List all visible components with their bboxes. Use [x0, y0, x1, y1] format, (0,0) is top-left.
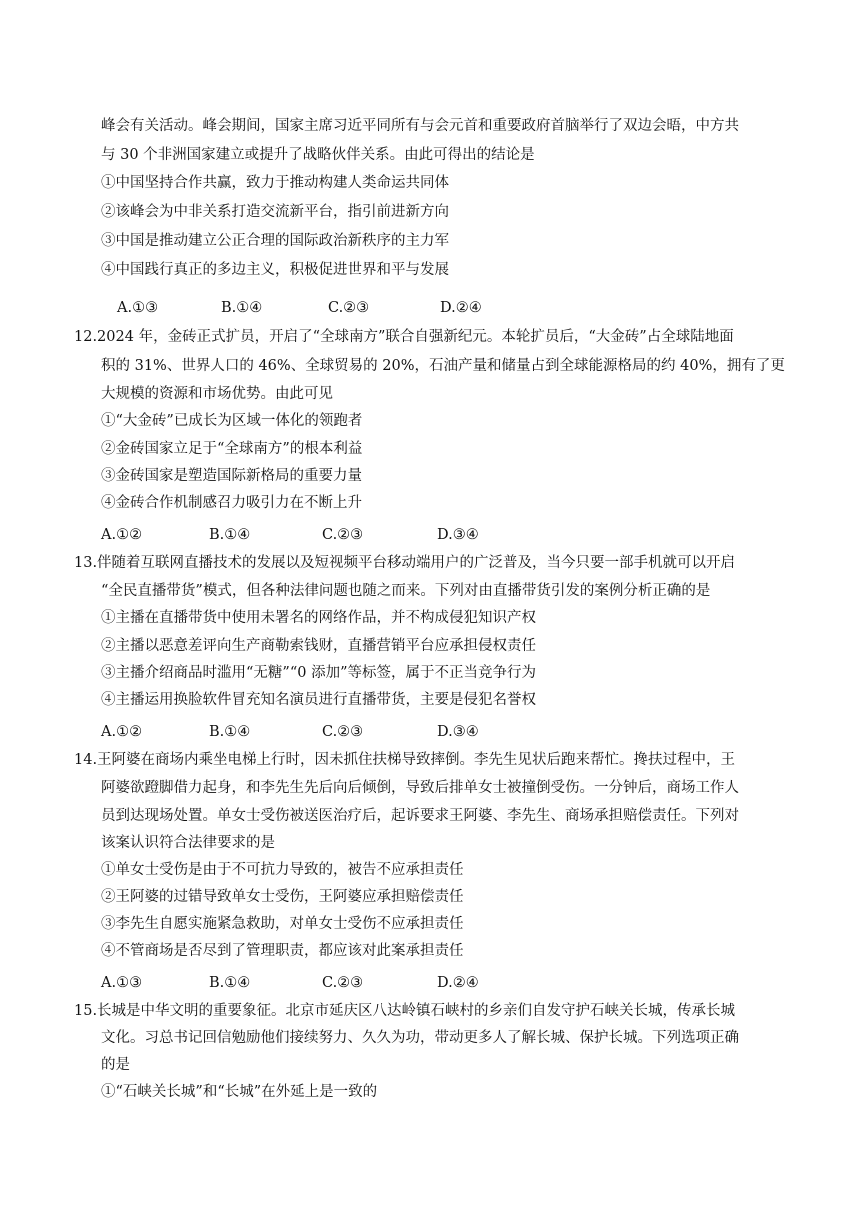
q14-choice-c[interactable]: C.②③ — [322, 975, 364, 991]
q12-item-1: ①“大金砖”已成长为区域一体化的领跑者 — [101, 413, 363, 429]
q14-choice-a[interactable]: A.①③ — [101, 975, 143, 991]
q14-item-2: ②王阿婆的过错导致单女士受伤，王阿婆应承担赔偿责任 — [101, 889, 464, 905]
q12-stem-line-1: 12.2024 年，金砖正式扩员，开启了“全球南方”联合自强新纪元。本轮扩员后，“大金砖”占全球陆地面 — [74, 329, 734, 345]
q14-choices — [0, 973, 860, 993]
q15-stem-line-2: 文化。习总书记回信勉励他们接续努力、久久为功，带动更多人了解长城、保护长城。下列选项正确 — [101, 1030, 739, 1046]
q13-choice-b[interactable]: B.①④ — [209, 724, 251, 740]
q11-item-2: ②该峰会为中非关系打造交流新平台，指引前进新方向 — [101, 204, 449, 220]
q12-stem-line-2: 积的 31%、世界人口的 46%、全球贸易的 20%，石油产量和储量占到全球能源格局的约 40%，拥有了更 — [101, 358, 785, 374]
q11-choice-a[interactable]: A.①③ — [117, 300, 159, 316]
q12-item-3: ③金砖国家是塑造国际新格局的重要力量 — [101, 468, 362, 484]
q14-stem-line-4: 该案认识符合法律要求的是 — [101, 835, 275, 851]
q13-item-1: ①主播在直播带货中使用未署名的网络作品，并不构成侵犯知识产权 — [101, 610, 536, 626]
q13-item-2: ②主播以恶意差评向生产商勒索钱财，直播营销平台应承担侵权责任 — [101, 638, 536, 654]
q12-item-4: ④金砖合作机制感召力吸引力在不断上升 — [101, 495, 362, 511]
q12-choice-d[interactable]: D.③④ — [437, 527, 479, 543]
q11-item-3: ③中国是推动建立公正合理的国际政治新秩序的主力军 — [101, 233, 449, 249]
q15-item-1: ①“石峡关长城”和“长城”在外延上是一致的 — [101, 1084, 378, 1100]
q15-stem-line-1: 15.长城是中华文明的重要象征。北京市延庆区八达岭镇石峡村的乡亲们自发守护石峡关长城，传承长城 — [74, 1003, 736, 1019]
q11-item-4: ④中国践行真正的多边主义，积极促进世界和平与发展 — [101, 262, 449, 278]
q12-choices — [0, 525, 860, 545]
q12-choice-a[interactable]: A.①② — [101, 527, 143, 543]
q11-item-1: ①中国坚持合作共赢，致力于推动构建人类命运共同体 — [101, 175, 449, 191]
q14-item-1: ①单女士受伤是由于不可抗力导致的，被告不应承担责任 — [101, 862, 464, 878]
q13-choice-d[interactable]: D.③④ — [437, 724, 479, 740]
q14-item-3: ③李先生自愿实施紧急救助，对单女士受伤不应承担责任 — [101, 916, 464, 932]
q14-stem-line-2: 阿婆欲蹬脚借力起身，和李先生先后向后倾倒，导致后排单女士被撞倒受伤。一分钟后，商场工作人 — [101, 780, 739, 796]
q14-stem-line-3: 员到达现场处置。单女士受伤被送医治疗后，起诉要求王阿婆、李先生、商场承担赔偿责任。下列对 — [101, 808, 739, 824]
q14-choice-d[interactable]: D.②④ — [437, 975, 479, 991]
q11-choices — [0, 298, 860, 318]
q13-stem-line-1: 13.伴随着互联网直播技术的发展以及短视频平台移动端用户的广泛普及，当今只要一部手机就可以开启 — [74, 555, 736, 571]
q12-choice-c[interactable]: C.②③ — [322, 527, 364, 543]
q12-stem-line-3: 大规模的资源和市场优势。由此可见 — [101, 386, 333, 402]
q11-stem-line-1: 峰会有关活动。峰会期间，国家主席习近平同所有与会元首和重要政府首脑举行了双边会晤，中方共 — [101, 118, 739, 134]
q11-stem-line-2: 与 30 个非洲国家建立或提升了战略伙伴关系。由此可得出的结论是 — [101, 147, 535, 163]
q11-choice-d[interactable]: D.②④ — [440, 300, 482, 316]
q13-item-4: ④主播运用换脸软件冒充知名演员进行直播带货，主要是侵犯名誉权 — [101, 692, 536, 708]
q13-choices — [0, 722, 860, 742]
q13-choice-c[interactable]: C.②③ — [322, 724, 364, 740]
q11-choice-c[interactable]: C.②③ — [328, 300, 370, 316]
q15-stem-line-3: 的是 — [101, 1057, 130, 1073]
q14-stem-line-1: 14.王阿婆在商场内乘坐电梯上行时，因未抓住扶梯导致摔倒。李先生见状后跑来帮忙。搀扶过程中，王 — [74, 752, 736, 768]
q13-item-3: ③主播介绍商品时滥用“无糖”“0 添加”等标签，属于不正当竞争行为 — [101, 665, 536, 681]
q14-choice-b[interactable]: B.①④ — [209, 975, 251, 991]
q12-item-2: ②金砖国家立足于“全球南方”的根本利益 — [101, 441, 363, 457]
q12-choice-b[interactable]: B.①④ — [209, 527, 251, 543]
q14-item-4: ④不管商场是否尽到了管理职责，都应该对此案承担责任 — [101, 943, 464, 959]
q13-stem-line-2: “全民直播带货”模式，但各种法律问题也随之而来。下列对由直播带货引发的案例分析正确的是 — [101, 583, 711, 599]
q13-choice-a[interactable]: A.①② — [101, 724, 143, 740]
q11-choice-b[interactable]: B.①④ — [221, 300, 263, 316]
